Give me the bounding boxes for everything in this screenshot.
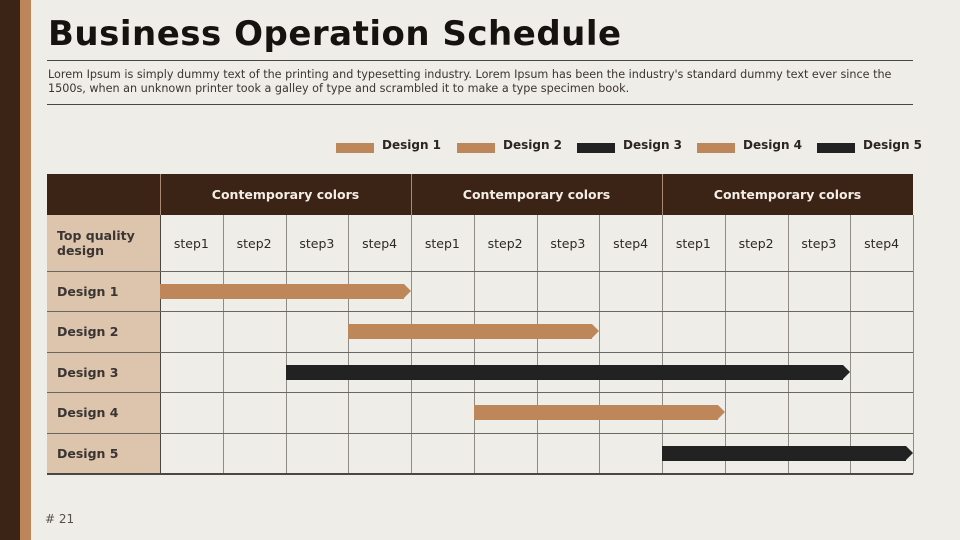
step-label: step1: [173, 235, 209, 251]
grid-column-line: [411, 215, 412, 474]
bar-arrow-tip: [404, 284, 411, 298]
step-label: step1: [675, 235, 711, 251]
row-label: Design 3: [57, 364, 119, 380]
gantt-bar-design-3: [286, 365, 844, 380]
step-label: step1: [424, 235, 460, 251]
grid-column-line: [913, 215, 914, 474]
side-accent-tan: [20, 0, 31, 540]
legend-label: Design 3: [623, 138, 683, 152]
grid-column-line: [662, 215, 663, 474]
grid-column-line: [474, 215, 475, 474]
bar-arrow-tip: [592, 324, 599, 338]
legend-swatch: [697, 143, 735, 153]
grid-column-line: [348, 215, 349, 474]
grid-row-line: [47, 352, 913, 353]
bar-arrow-tip: [843, 365, 850, 379]
slide-title: Business Operation Schedule: [48, 14, 622, 54]
legend-swatch: [457, 143, 495, 153]
legend-swatch: [817, 143, 855, 153]
grid-row-line: [47, 473, 913, 475]
row-label: Design 2: [57, 324, 119, 339]
grid-column-line: [725, 215, 726, 474]
group-header: Contemporary colors: [662, 174, 913, 215]
grid-row-line: [47, 271, 913, 272]
page-number: # 21: [45, 512, 75, 526]
legend: [0, 138, 960, 156]
row-label: Design 5: [57, 446, 119, 461]
group-separator: [411, 174, 412, 215]
bar-arrow-tip: [906, 446, 913, 460]
grid-column-line: [286, 215, 287, 474]
description-divider: [47, 104, 913, 105]
schedule-table: [47, 174, 913, 474]
row-label: Design 1: [57, 283, 119, 299]
slide-description: Lorem Ipsum is simply dummy text of the printing and typesetting industry. Lorem Ipsum has been the industry's standard dummy text ever since the 1500s, when an unknown printer took a galley of type and scrambled it to make a type specimen book.: [48, 68, 892, 95]
grid-row-line: [47, 433, 913, 434]
legend-swatch: [336, 143, 374, 153]
group-header: Contemporary colors: [411, 174, 662, 215]
gantt-bar-design-2: [348, 324, 592, 339]
legend-swatch: [577, 143, 615, 153]
group-separator: [662, 174, 663, 215]
grid-column-line: [160, 215, 161, 474]
title-divider: [47, 60, 913, 61]
step-label: step3: [550, 235, 586, 251]
legend-label: Design 2: [503, 138, 563, 152]
step-label: step2: [738, 235, 774, 251]
step-label: step3: [299, 235, 335, 251]
legend-label: Design 5: [863, 138, 923, 152]
gantt-bar-design-5: [662, 446, 906, 461]
grid-column-line: [850, 215, 851, 474]
gantt-bar-design-1: [160, 284, 404, 299]
grid-column-line: [537, 215, 538, 474]
bar-arrow-tip: [718, 405, 725, 419]
group-header: Contemporary colors: [160, 174, 411, 215]
corner-header: [47, 174, 160, 215]
step-label: step4: [864, 235, 900, 251]
grid-row-line: [47, 392, 913, 393]
grid-column-line: [223, 215, 224, 474]
step-label: step4: [613, 235, 649, 251]
grid-column-line: [599, 215, 600, 474]
grid-column-line: [788, 215, 789, 474]
group-separator: [160, 174, 161, 215]
step-label: step2: [487, 235, 523, 251]
step-label: step2: [236, 235, 272, 251]
side-accent-dark: [0, 0, 20, 540]
row-label: Design 4: [57, 405, 119, 420]
step-label: step4: [362, 235, 398, 251]
grid-row-line: [47, 311, 913, 312]
gantt-bar-design-4: [474, 405, 718, 420]
legend-label: Design 1: [382, 138, 442, 152]
step-label: step3: [801, 235, 837, 251]
legend-label: Design 4: [743, 138, 803, 152]
corner-label: Top quality design: [57, 228, 135, 258]
